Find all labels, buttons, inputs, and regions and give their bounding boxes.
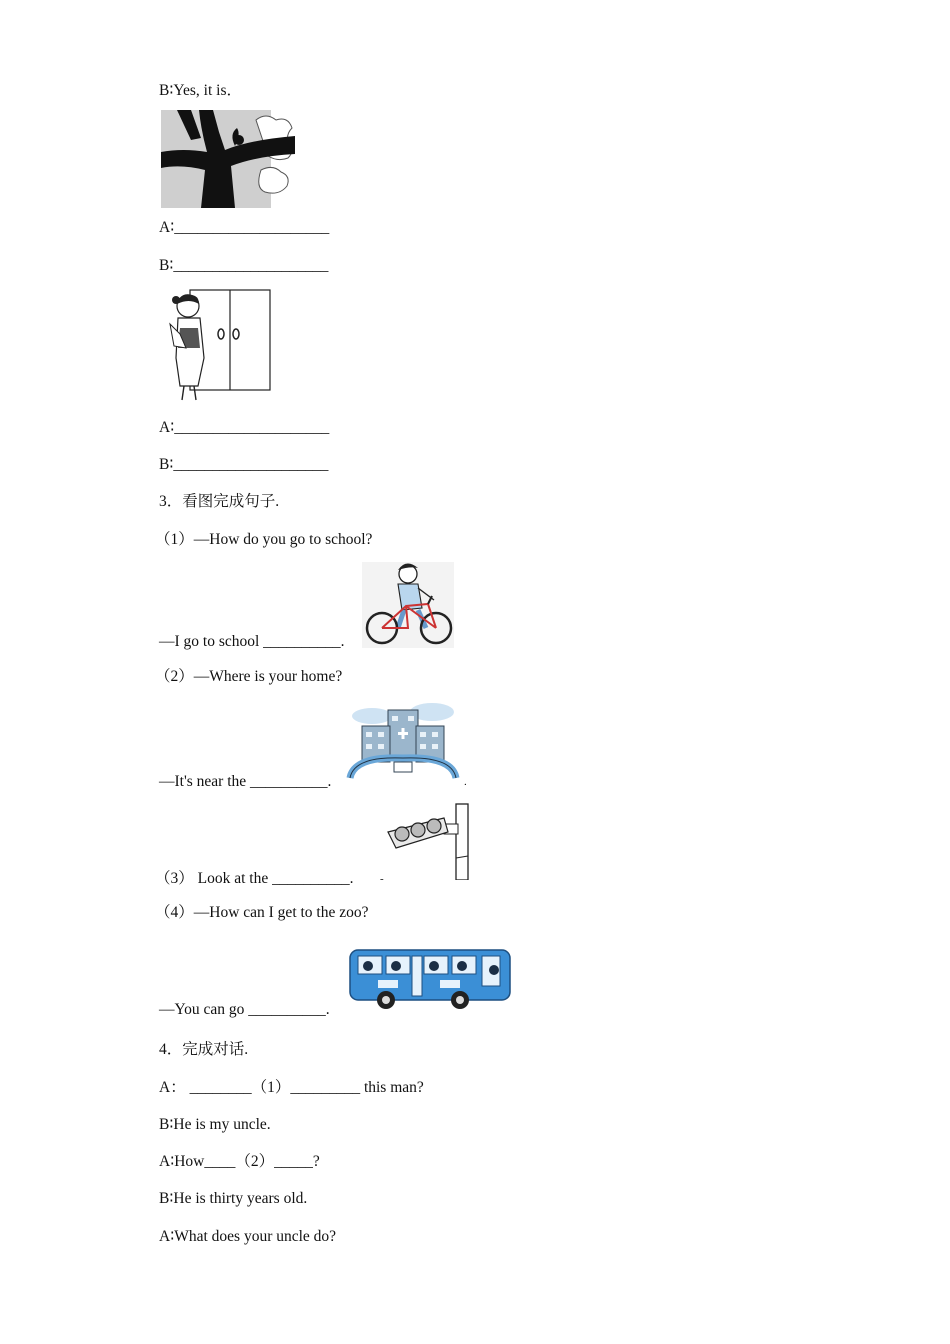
question-3-1-answer: —I go to school __________. <box>159 633 345 650</box>
girl-door-image <box>160 288 274 402</box>
question-3-2-tail: . <box>464 776 467 788</box>
question-4-line-b2: B∶He is thirty years old. <box>159 1190 308 1207</box>
question-4-line-a1: A： ________（1）_________ this man? <box>159 1079 424 1096</box>
hospital-image <box>344 700 462 782</box>
question-4-line-a2: A∶How____（2）_____? <box>159 1153 320 1170</box>
question-3-2-prompt: （2）—Where is your home? <box>155 668 343 685</box>
question-3-3-tail: - <box>380 873 384 885</box>
question-3-4-prompt: （4）—How can I get to the zoo? <box>155 904 369 921</box>
question-3-4-answer: —You can go __________. <box>159 1001 330 1018</box>
dialogue-line-a2: A∶____________________ <box>159 419 330 436</box>
tree-squirrel-image <box>161 110 295 208</box>
dialogue-line-b1: B∶____________________ <box>159 257 329 274</box>
traffic-light-image <box>384 802 474 880</box>
question-4-title: 4．完成对话. <box>159 1041 249 1058</box>
question-3-2-answer: —It's near the __________. <box>159 773 332 790</box>
dialogue-line-a1: A∶____________________ <box>159 219 330 236</box>
question-3-3: （3） Look at the __________. <box>155 870 354 887</box>
answer-line-b-yes: B∶Yes, it is． <box>159 82 243 99</box>
question-4-line-b1: B∶He is my uncle. <box>159 1116 271 1133</box>
bicycle-image <box>362 562 454 648</box>
question-3-title: 3．看图完成句子. <box>159 493 280 510</box>
bus-image <box>348 944 514 1014</box>
question-3-1-prompt: （1）—How do you go to school? <box>155 531 373 548</box>
dialogue-line-b2: B∶____________________ <box>159 456 329 473</box>
question-4-line-a3: A∶What does your uncle do? <box>159 1228 337 1245</box>
